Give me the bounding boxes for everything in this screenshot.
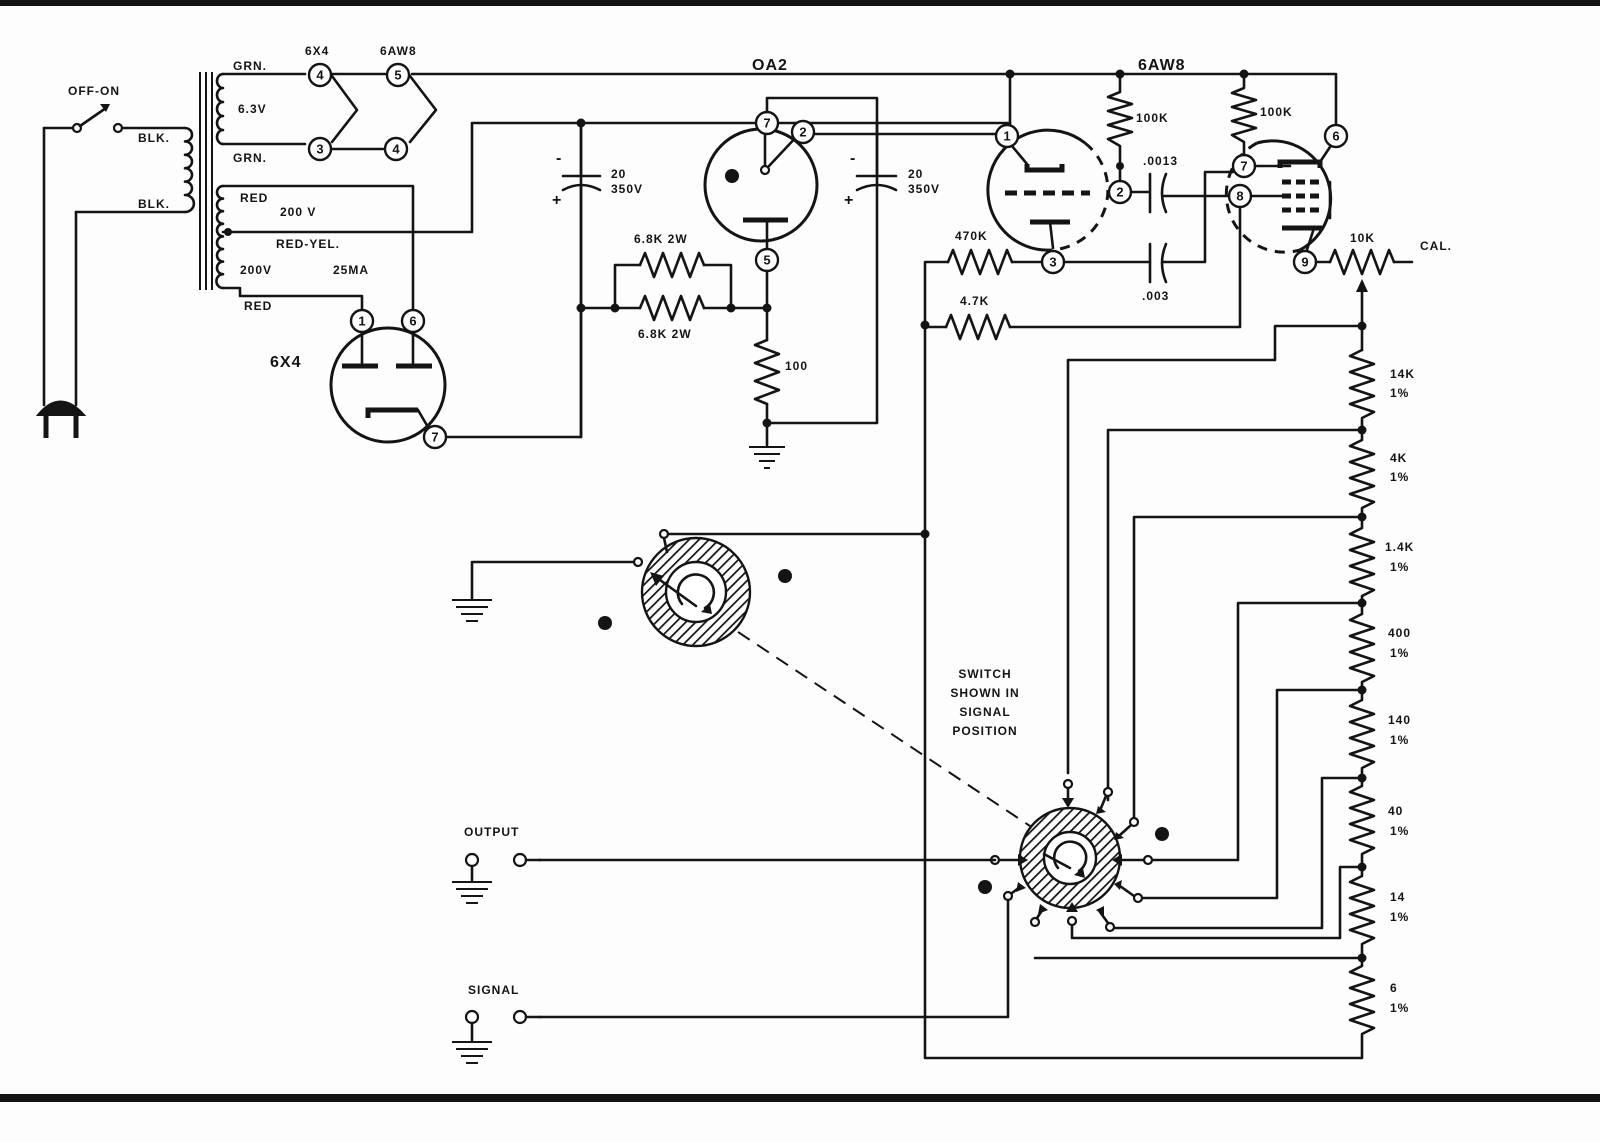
amp-pin7: 7 (1240, 158, 1248, 174)
amp-tube-name: 6AW8 (1138, 57, 1186, 74)
hv-lower-label: 200V (240, 263, 273, 277)
amp-pin9: 9 (1301, 254, 1309, 270)
c4-value: .003 (1142, 289, 1170, 303)
filter-capacitor-2 (844, 123, 940, 209)
r-10k-label: 10K (1350, 231, 1376, 245)
hv-bottom-label: RED (244, 299, 273, 313)
switch-deck-lower (978, 780, 1169, 931)
rectifier-name: 6X4 (270, 354, 302, 371)
dropping-resistors (577, 232, 772, 341)
r-4-7k-label: 4.7K (960, 294, 990, 308)
hv-current-label: 25MA (333, 263, 370, 277)
rectifier-tube (270, 310, 446, 448)
sec1-top-label: GRN. (233, 59, 267, 73)
div-r3-value: 1.4K (1385, 540, 1415, 554)
rectifier-pin7: 7 (431, 429, 439, 445)
regulator-pin2: 2 (799, 124, 807, 140)
cal-label: CAL. (1420, 239, 1452, 253)
grid-resistor-470k (925, 229, 1042, 325)
r-6-8k-bottom-label: 6.8K 2W (638, 327, 692, 341)
hv-center-tap-label: RED-YEL. (276, 237, 341, 251)
switch-note-line4: POSITION (952, 724, 1018, 738)
sec1-bottom-label: GRN. (233, 151, 267, 165)
power-plug (38, 128, 84, 438)
div-r5-value: 140 (1388, 713, 1412, 727)
div-r3-tol: 1% (1390, 560, 1410, 574)
switch-off-on-label: OFF-ON (68, 84, 120, 98)
power-switch (44, 84, 185, 212)
div-r5-tol: 1% (1390, 733, 1410, 747)
div-r4-value: 400 (1388, 626, 1412, 640)
div-r6-tol: 1% (1390, 824, 1410, 838)
filter-capacitor-1 (552, 119, 643, 438)
rectifier-pin6: 6 (409, 313, 417, 329)
c2-plus: + (844, 192, 855, 209)
r-100-label: 100 (785, 359, 809, 373)
signal-label: SIGNAL (468, 983, 520, 997)
primary-bottom-label: BLK. (138, 197, 170, 211)
r-100k-b-label: 100K (1260, 105, 1293, 119)
switch-note-line2: SHOWN IN (950, 686, 1020, 700)
c3-value: .0013 (1143, 154, 1179, 168)
div-r7-value: 14 (1390, 890, 1406, 904)
switch-note-line1: SWITCH (958, 667, 1012, 681)
c1-value: 20 (611, 167, 627, 181)
regulator-tube (705, 57, 817, 271)
cal-potentiometer-10k (1316, 231, 1452, 326)
c2-voltage: 350V (908, 182, 941, 196)
rectifier-pin1: 1 (358, 313, 366, 329)
amp-pin8: 8 (1236, 188, 1244, 204)
r-6-8k-top-label: 6.8K 2W (634, 232, 688, 246)
sec1-voltage-label: 6.3V (238, 102, 267, 116)
regulator-pin7: 7 (763, 115, 771, 131)
switch-note (950, 667, 1019, 738)
ground-symbol-2 (452, 600, 492, 621)
cathode-resistor-100 (755, 340, 808, 445)
signal-jack (452, 983, 540, 1063)
div-r2-value: 4K (1390, 451, 1408, 465)
amp-pin2: 2 (1116, 184, 1124, 200)
c2-value: 20 (908, 167, 924, 181)
div-r1-tol: 1% (1390, 386, 1410, 400)
regulator-pin5: 5 (763, 252, 771, 268)
hv-upper-label: 200 V (280, 205, 317, 219)
c1-minus: - (556, 150, 563, 167)
div-r4-tol: 1% (1390, 646, 1410, 660)
hv-top-label: RED (240, 191, 269, 205)
heater-6x4-pin3: 3 (316, 141, 324, 157)
output-jack (452, 825, 540, 903)
regulator-name: OA2 (752, 57, 788, 74)
amp-pin1: 1 (1003, 128, 1011, 144)
heater-6x4-pin4: 4 (316, 67, 324, 83)
primary-top-label: BLK. (138, 131, 170, 145)
heater-6aw8-pin5: 5 (394, 67, 402, 83)
div-r6-value: 40 (1388, 804, 1404, 818)
r-470k-label: 470K (955, 229, 988, 243)
coupling-capacitor-0013 (1143, 154, 1229, 212)
div-r8-value: 6 (1390, 981, 1398, 995)
heater-tube2-label: 6AW8 (380, 44, 417, 58)
switch-deck-upper (472, 530, 930, 647)
heater-tube1-label: 6X4 (305, 44, 330, 58)
c2-minus: - (850, 150, 857, 167)
heater-6aw8-pin4: 4 (392, 141, 400, 157)
switch-note-line3: SIGNAL (959, 705, 1011, 719)
r-100k-a-label: 100K (1136, 111, 1169, 125)
amp-pin6: 6 (1332, 128, 1340, 144)
div-r1-value: 14K (1390, 367, 1416, 381)
resistor-4-7k (921, 294, 1011, 339)
div-r2-tol: 1% (1390, 470, 1410, 484)
div-r7-tol: 1% (1390, 910, 1410, 924)
amp-pin3: 3 (1049, 254, 1057, 270)
ground-symbol-1 (749, 447, 785, 468)
output-label: OUTPUT (464, 825, 520, 839)
c1-plus: + (552, 192, 563, 209)
div-r8-tol: 1% (1390, 1001, 1410, 1015)
c1-voltage: 350V (611, 182, 644, 196)
